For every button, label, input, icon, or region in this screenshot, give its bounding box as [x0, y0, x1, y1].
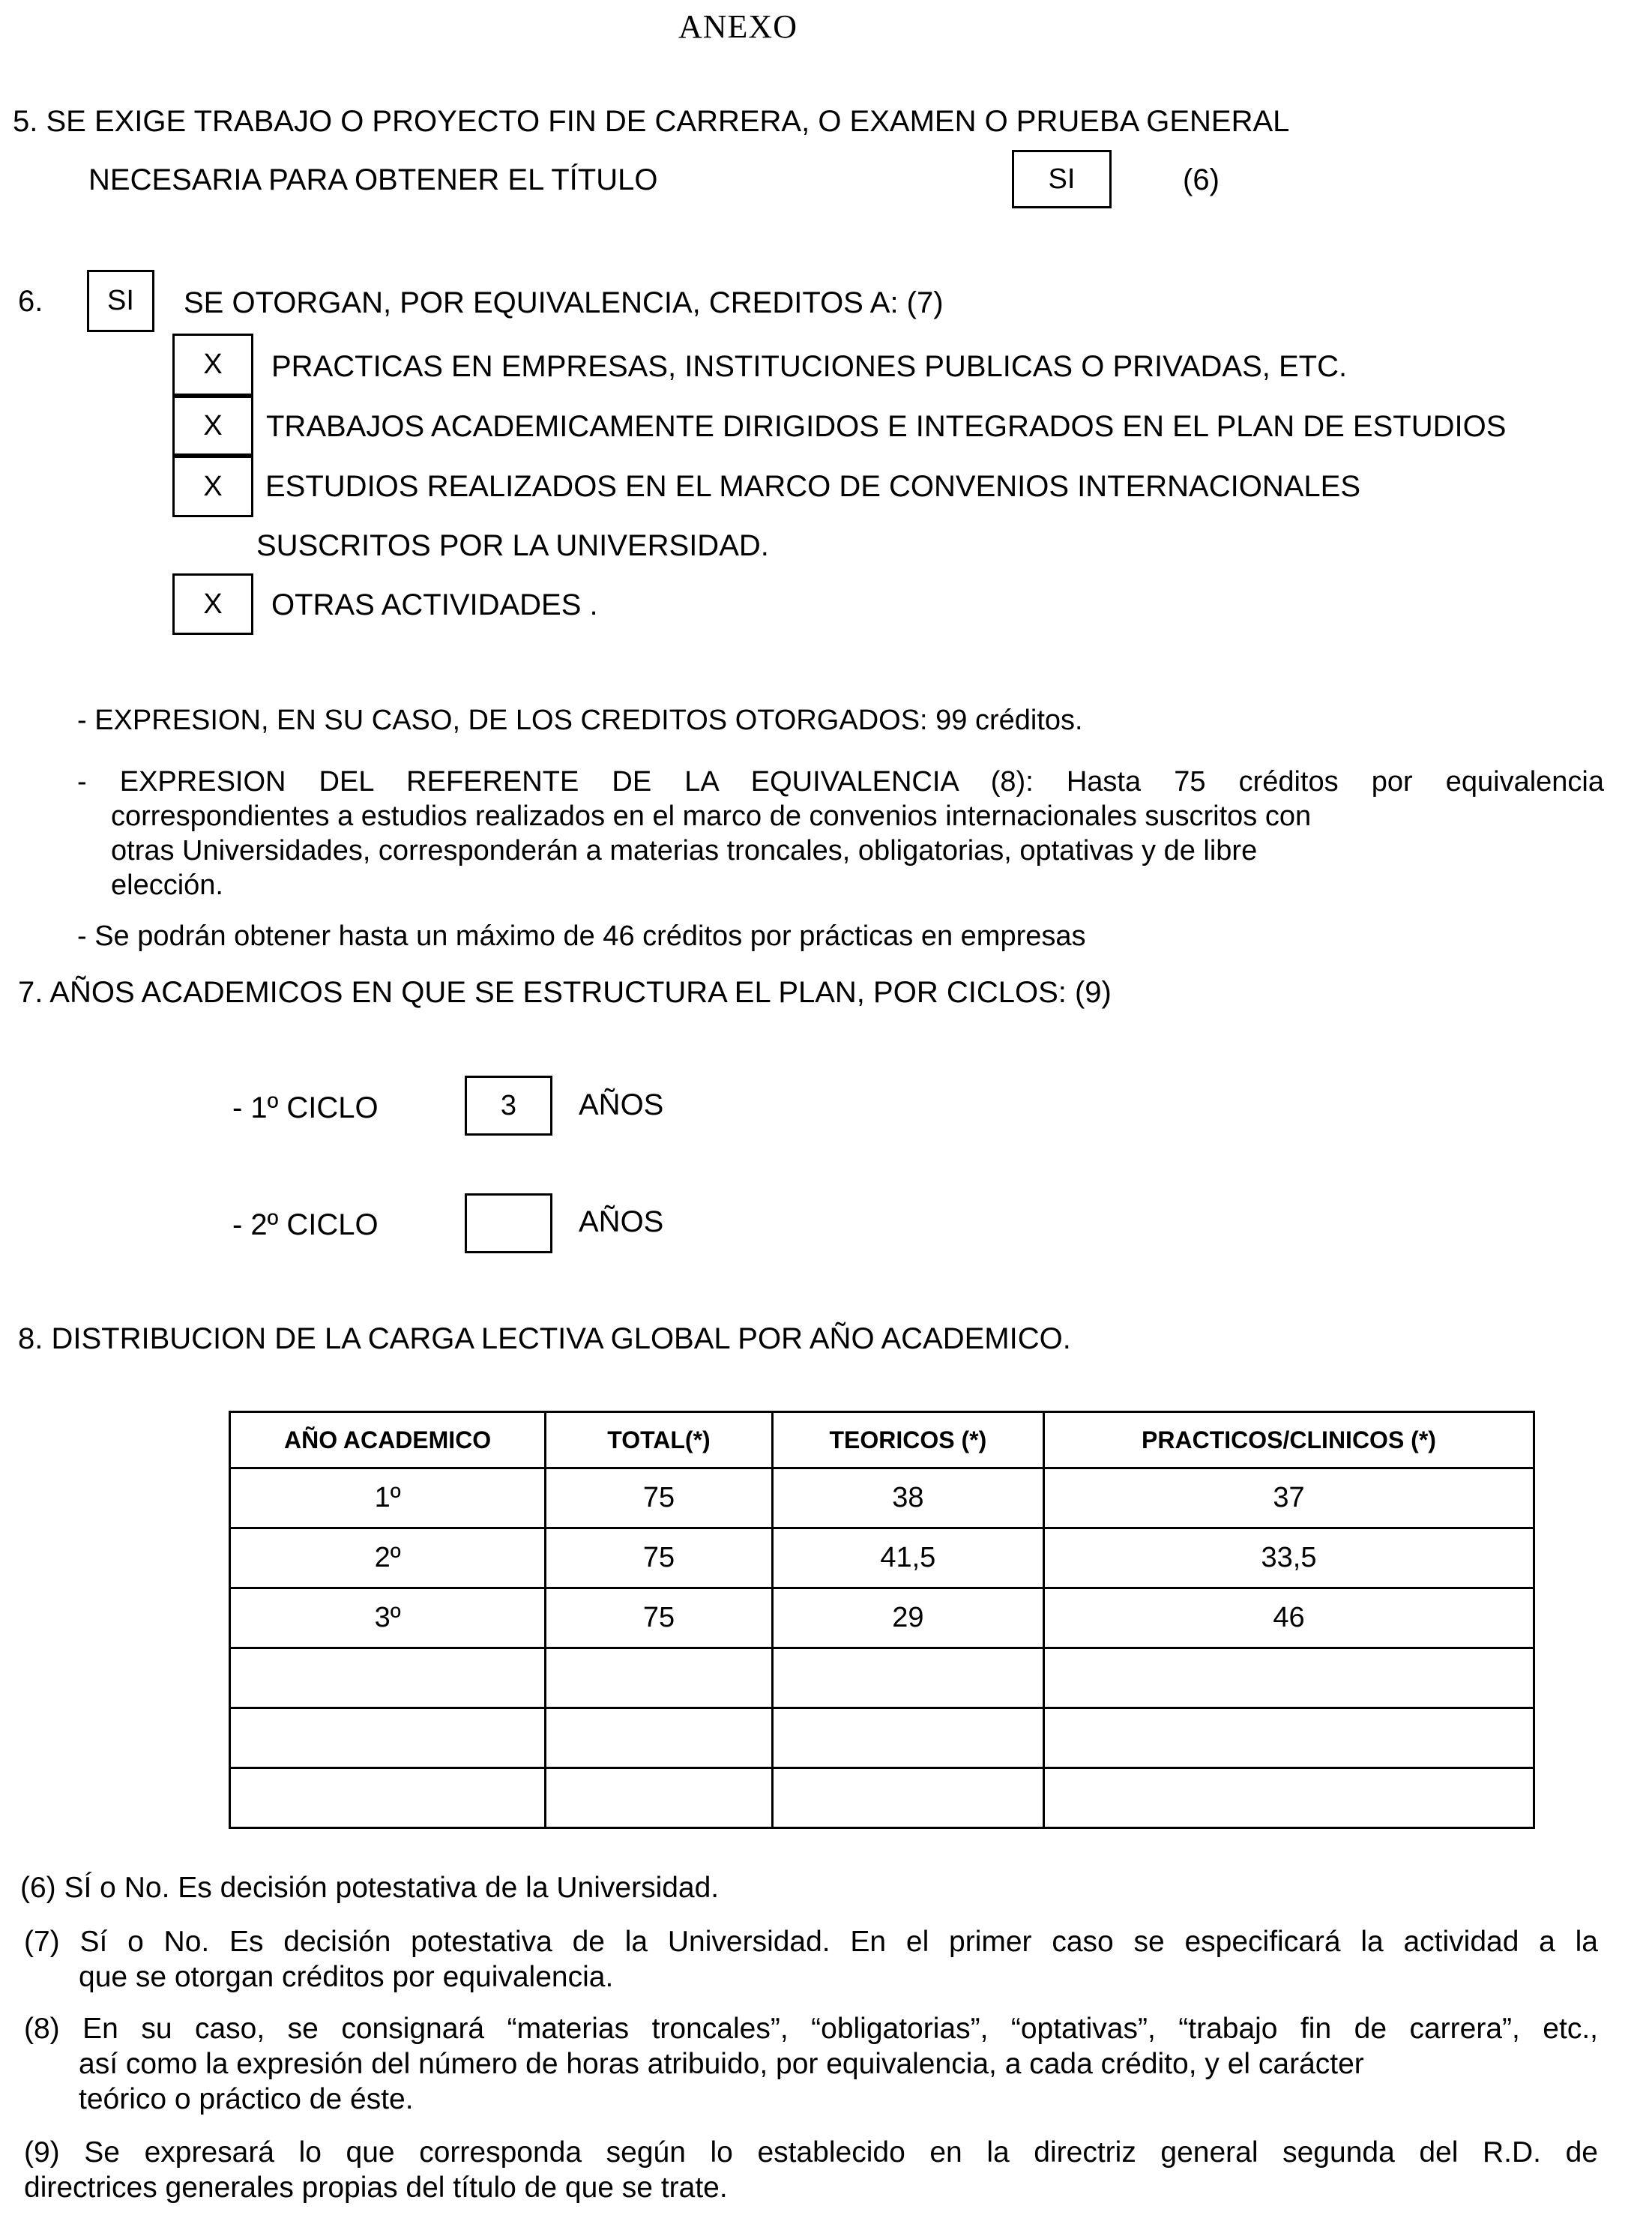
- cell-year: 3º: [230, 1588, 546, 1648]
- section5-line1: 5. SE EXIGE TRABAJO O PROYECTO FIN DE CARRERA, O EXAMEN O PRUEBA GENERAL: [13, 105, 1290, 138]
- table-row: [230, 1588, 1534, 1648]
- footnote-8-line: (8) En su caso, se consignará “materias troncales”, “obligatorias”, “optativas”, “trabajo fin de carrera”, etc.,: [24, 2013, 1598, 2045]
- table-row: [230, 1768, 1534, 1828]
- cell-practicos: 33,5: [1044, 1528, 1534, 1588]
- footnote-9: [24, 2135, 1598, 2205]
- col-header-year: AÑO ACADEMICO: [230, 1412, 546, 1468]
- cell-practicos: [1044, 1648, 1534, 1708]
- option-label-estudios-continuation: SUSCRITOS POR LA UNIVERSIDAD.: [256, 529, 769, 562]
- cell-total: 75: [546, 1588, 772, 1648]
- section5-note: (6): [1183, 163, 1220, 196]
- footnote-8-line: teórico o práctico de éste.: [79, 2083, 414, 2115]
- col-header-teoricos: TEORICOS (*): [772, 1412, 1043, 1468]
- workload-table: [229, 1411, 1535, 1829]
- footnote-8: [24, 2011, 1598, 2117]
- referente-line: otras Universidades, corresponderán a materias troncales, obligatorias, optativas y de libre: [111, 835, 1258, 867]
- cell-year: [230, 1708, 546, 1768]
- option-label-estudios: ESTUDIOS REALIZADOS EN EL MARCO DE CONVENIOS INTERNACIONALES: [265, 470, 1361, 503]
- footnote-7-line: (7) Sí o No. Es decisión potestativa de la Universidad. En el primer caso se especificará la actividad a la: [24, 1926, 1598, 1958]
- cell-teoricos: 29: [772, 1588, 1043, 1648]
- section7-title: 7. AÑOS ACADEMICOS EN QUE SE ESTRUCTURA EL PLAN, POR CICLOS: (9): [18, 976, 1112, 1009]
- referente-line: correspondientes a estudios realizados en el marco de convenios internacionales suscritos con: [111, 801, 1312, 832]
- table-header-row: [230, 1412, 1534, 1468]
- option-mark-estudios: X: [172, 456, 253, 517]
- cycle2-label: - 2º CICLO: [232, 1208, 379, 1241]
- cell-total: [546, 1768, 772, 1828]
- credits-practicas: - Se podrán obtener hasta un máximo de 46 créditos por prácticas en empresas: [77, 920, 1086, 952]
- footnote-6: (6) SÍ o No. Es decisión potestativa de la Universidad.: [20, 1872, 720, 1904]
- referente-first-line: - EXPRESION DEL REFERENTE DE LA EQUIVALENCIA (8): Hasta 75 créditos por equivalencia: [77, 766, 1604, 798]
- cell-teoricos: [772, 1648, 1043, 1708]
- cycle2-unit: AÑOS: [579, 1205, 664, 1238]
- table-row: [230, 1648, 1534, 1708]
- cell-teoricos: 38: [772, 1468, 1043, 1528]
- cell-year: 2º: [230, 1528, 546, 1588]
- section8-title: 8. DISTRIBUCION DE LA CARGA LECTIVA GLOBAL POR AÑO ACADEMICO.: [18, 1322, 1071, 1355]
- cell-teoricos: [772, 1768, 1043, 1828]
- footnote-9-line: directrices generales propias del título de que se trate.: [24, 2172, 728, 2204]
- cell-practicos: [1044, 1708, 1534, 1768]
- footnote-9-line: (9) Se expresará lo que corresponda según lo establecido en la directriz general segunda del R.D. de: [24, 2136, 1598, 2169]
- cell-practicos: 37: [1044, 1468, 1534, 1528]
- credits-referente: [77, 765, 1604, 902]
- cell-total: [546, 1708, 772, 1768]
- cell-practicos: [1044, 1768, 1534, 1828]
- cell-total: 75: [546, 1468, 772, 1528]
- credits-otorgados: - EXPRESION, EN SU CASO, DE LOS CREDITOS OTORGADOS: 99 créditos.: [77, 705, 1083, 736]
- cell-teoricos: [772, 1708, 1043, 1768]
- cycle1-unit: AÑOS: [579, 1088, 664, 1121]
- option-mark-trabajos: X: [172, 396, 253, 456]
- cycle1-years-box: 3: [465, 1076, 552, 1136]
- cell-total: [546, 1648, 772, 1708]
- referente-line: elección.: [111, 870, 223, 901]
- col-header-practicos: PRACTICOS/CLINICOS (*): [1044, 1412, 1534, 1468]
- cell-year: 1º: [230, 1468, 546, 1528]
- cell-practicos: 46: [1044, 1588, 1534, 1648]
- table-row: [230, 1528, 1534, 1588]
- option-label-otras: OTRAS ACTIVIDADES .: [271, 588, 598, 621]
- footnote-7: [24, 1924, 1598, 1995]
- section6-answer-box: SI: [87, 270, 154, 332]
- cell-total: 75: [546, 1528, 772, 1588]
- cell-year: [230, 1648, 546, 1708]
- option-label-trabajos: TRABAJOS ACADEMICAMENTE DIRIGIDOS E INTEGRADOS EN EL PLAN DE ESTUDIOS: [266, 410, 1507, 443]
- option-mark-otras: X: [172, 573, 253, 635]
- cycle1-label: - 1º CICLO: [232, 1091, 379, 1124]
- table-row: [230, 1708, 1534, 1768]
- col-header-total: TOTAL(*): [546, 1412, 772, 1468]
- cell-year: [230, 1768, 546, 1828]
- table-row: [230, 1468, 1534, 1528]
- cell-teoricos: 41,5: [772, 1528, 1043, 1588]
- section6-title: SE OTORGAN, POR EQUIVALENCIA, CREDITOS A: (7): [184, 286, 944, 319]
- option-label-practicas: PRACTICAS EN EMPRESAS, INSTITUCIONES PUBLICAS O PRIVADAS, ETC.: [271, 350, 1348, 383]
- section6-number: 6.: [18, 285, 43, 318]
- option-mark-practicas: X: [172, 334, 253, 396]
- section5-line2: NECESARIA PARA OBTENER EL TÍTULO: [88, 163, 658, 196]
- page-heading: ANEXO: [678, 8, 798, 45]
- section5-answer-box: SI: [1012, 150, 1112, 208]
- footnote-7-line: que se otorgan créditos por equivalencia.: [79, 1961, 614, 1993]
- footnote-8-line: así como la expresión del número de horas atribuido, por equivalencia, a cada crédito, y el carácter: [79, 2048, 1364, 2080]
- cycle2-years-box: [465, 1193, 552, 1253]
